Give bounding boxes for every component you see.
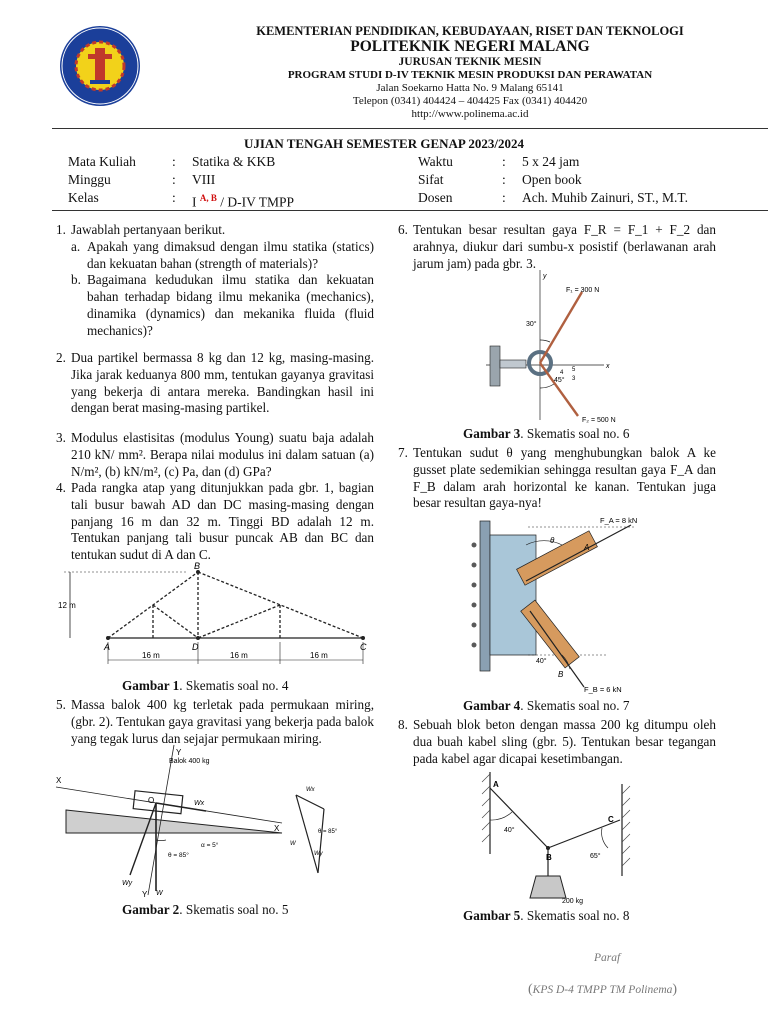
- nature-value: Open book: [522, 172, 582, 187]
- fig1-span1: 16 m: [142, 651, 160, 660]
- course-value: Statika & KKB: [192, 154, 276, 169]
- fig3-angle30: 30°: [526, 321, 537, 328]
- question-1-intro: Jawablah pertanyaan berikut.: [71, 222, 226, 237]
- institution-name: POLITEKNIK NEGERI MALANG: [350, 38, 590, 55]
- fig2-wx: Wx: [194, 800, 205, 807]
- fig4-FB: F_B = 6 kN: [584, 685, 622, 694]
- svg-text:3: 3: [572, 376, 576, 382]
- svg-text:Y: Y: [142, 890, 148, 899]
- fig3-F2: F₂ = 500 N: [582, 417, 616, 424]
- question-5: 5. Massa balok 400 kg terletak pada permukaan miring, (gbr. 2). Tentukan gaya gravitasi yang bekerja pada balok yang tegak lurus dan sejajar permukaan miring.: [56, 697, 374, 746]
- svg-text:4: 4: [560, 370, 564, 376]
- figure-2-incline: [56, 745, 376, 900]
- course-label: Mata Kuliah: [68, 154, 136, 169]
- fig5-C: C: [608, 815, 614, 824]
- figure-3-caption: Gambar 3. Skematis soal no. 6: [463, 426, 630, 441]
- fig1-span2: 16 m: [230, 651, 248, 660]
- fig3-angle45: 45°: [554, 377, 565, 384]
- fig5-mass: 200 kg: [562, 898, 584, 905]
- fig1-label-A: A: [104, 642, 111, 652]
- figure-4-caption: Gambar 4. Skematis soal no. 7: [463, 698, 630, 713]
- fig4-A: A: [584, 543, 590, 552]
- question-6: 6. Tentukan besar resultan gaya F_R = F_1 + F_2 dan arahnya, diukur dari sumbu-x posistif (berlawanan arah jarum jam) pada gbr. 3.: [398, 222, 716, 271]
- ministry-name: KEMENTERIAN PENDIDIKAN, KEBUDAYAAN, RISET DAN TEKNOLOGI: [256, 24, 684, 38]
- svg-text:Wx: Wx: [306, 787, 315, 793]
- figure-5-caption: Gambar 5. Skematis soal no. 8: [463, 908, 630, 923]
- svg-text:5: 5: [572, 367, 576, 373]
- question-1: 1. Jawablah pertanyaan berikut. a. Apakah yang dimaksud dengan ilmu statika (statics) dan kekuatan bahan (strength of materials)? b. Bagaimana kedudukan ilmu statika dan kekuatan bahan terhadap bidang ilmu mekanika (mechanics), dinamika (dynamics) dan mekanika fluida (fluid mechanics)?: [56, 222, 374, 338]
- logo-text: POLITEKNIK NEGERI MALANG: [58, 19, 150, 26]
- signature-label: Paraf: [594, 952, 621, 964]
- question-1a: a. Apakah yang dimaksud dengan ilmu statika (statics) dan kekuatan bahan (strength of materials)?: [71, 238, 374, 271]
- question-2: 2. Dua partikel bermassa 8 kg dan 12 kg, masing-masing. Jika jarak keduanya 800 mm, tentukan gayanya gravitasi yang bekerja di antara mereka. Bandingkan hasil ini dengan berat masing-masing partikel.: [56, 350, 374, 416]
- fig5-angle40: 40°: [504, 827, 515, 834]
- fig1-label-D: D: [192, 642, 199, 652]
- question-4: 4. Pada rangka atap yang ditunjukkan pada gbr. 1, bagian tali busur bawah AD dan DC masing-masing dengan panjang 16 m dan 32 m. Tinggi BD adalah 12 m. Tentukan panjang tali busur puncak AB dan BC dan tentukan sudut di A dan C.: [56, 480, 374, 563]
- question-1b: b. Bagaimana kedudukan ilmu statika dan kekuatan bahan terhadap bidang ilmu mekanika (mechanics), dinamika (dynamics) dan mekanika fluida (fluid mechanics)?: [71, 272, 374, 338]
- fig3-F1: F₁ = 300 N: [566, 287, 600, 294]
- exam-title: UJIAN TENGAH SEMESTER GENAP 2023/2024: [243, 136, 525, 151]
- fig4-theta: θ: [550, 536, 555, 545]
- website-link[interactable]: http://www.polinema.ac.id: [411, 108, 529, 120]
- fig3-x: x: [606, 363, 610, 370]
- week-label: Minggu: [68, 172, 111, 187]
- info-divider: [52, 210, 768, 211]
- fig2-alpha: α = 5°: [201, 842, 219, 849]
- figure-2-caption: Gambar 2. Skematis soal no. 5: [122, 902, 289, 917]
- fig2-theta: θ = 85°: [168, 852, 189, 859]
- fig2-O: O: [148, 796, 155, 805]
- institution-logo: [58, 19, 150, 108]
- svg-text:Wy: Wy: [314, 851, 323, 857]
- fig1-span3: 16 m: [310, 651, 328, 660]
- class-groups: A, B: [199, 193, 217, 203]
- fig4-FA: F_A = 8 kN: [600, 516, 638, 525]
- fig4-angle40: 40°: [536, 658, 547, 665]
- lecturer-value: Ach. Muhib Zainuri, ST., M.T.: [522, 190, 688, 205]
- question-3: 3. Modulus elastisitas (modulus Young) suatu baja adalah 210 kN/ mm². Berapa nilai modulus ini dalam satuan (a) N/m², (b) kN/m², (c) Pa, dan (d) GPa?: [56, 430, 374, 479]
- fig1-label-B: B: [194, 561, 201, 571]
- figure-1-caption: Gambar 1. Skematis soal no. 4: [122, 678, 289, 693]
- class-value: I $^{A, B}$ / D-IV TMPP: [192, 193, 295, 210]
- question-8: 8. Sebuah blok beton dengan massa 200 kg ditumpu oleh dua buah kabel sling (gbr. 5). Tentukan besar tegangan pada kabel agar dicapai kesetimbangan.: [398, 717, 716, 766]
- fig2-w: W: [156, 890, 163, 897]
- kps-label: (KPS D-4 TMPP TM Polinema): [528, 982, 678, 997]
- exam-info-right: Waktu : 5 x 24 jam Sifat : Open book Dosen : Ach. Muhib Zainuri, ST., M.T.: [418, 154, 688, 205]
- address: Jalan Soekarno Hatta No. 9 Malang 65141: [376, 82, 564, 94]
- figure-5-cables: [476, 772, 636, 906]
- fig2-block: Balok 400 kg: [169, 758, 210, 765]
- class-label: Kelas: [68, 190, 99, 205]
- program-name: PROGRAM STUDI D-IV TEKNIK MESIN PRODUKSI DAN PERAWATAN: [287, 69, 653, 81]
- department-name: JURUSAN TEKNIK MESIN: [398, 56, 542, 68]
- nature-label: Sifat: [418, 172, 444, 187]
- question-7: 7. Tentukan sudut θ yang menghubungkan balok A ke gusset plate sedemikian sehingga resultan gaya F_A dan F_B dalam arah horizontal ke kanan. Tentukan juga besar resultan gaya-nya!: [398, 445, 716, 511]
- time-label: Waktu: [418, 154, 453, 169]
- fig2-theta-b: θ = 85°: [318, 829, 338, 835]
- fig2-wy: Wy: [122, 880, 133, 887]
- fig1-label-C: C: [360, 642, 367, 652]
- fig5-A: A: [493, 780, 499, 789]
- fig5-angle65: 65°: [590, 853, 601, 860]
- fig4-B: B: [558, 670, 564, 679]
- fig3-y: y: [543, 273, 547, 280]
- fig5-B: B: [546, 853, 552, 862]
- week-value: VIII: [192, 172, 216, 187]
- fig2-label-Y: Y: [176, 748, 182, 757]
- fig1-height: 12 m: [58, 601, 76, 610]
- phone: Telepon (0341) 404424 – 404425 Fax (0341) 404420: [352, 95, 588, 107]
- header-divider: [52, 128, 768, 129]
- svg-text:W: W: [290, 841, 296, 847]
- time-value: 5 x 24 jam: [522, 154, 580, 169]
- figure-4-gusset: [466, 515, 646, 695]
- fig2-label-X: X: [56, 776, 62, 785]
- lecturer-label: Dosen: [418, 190, 453, 205]
- svg-text:X: X: [274, 824, 280, 833]
- exam-info-left: Mata Kuliah : Statika & KKB Minggu : VIII Kelas : I $^{A, B}$ / D-IV TMPP: [68, 154, 295, 210]
- figure-1-truss: [58, 560, 376, 672]
- figure-3-eyebolt: [486, 270, 626, 425]
